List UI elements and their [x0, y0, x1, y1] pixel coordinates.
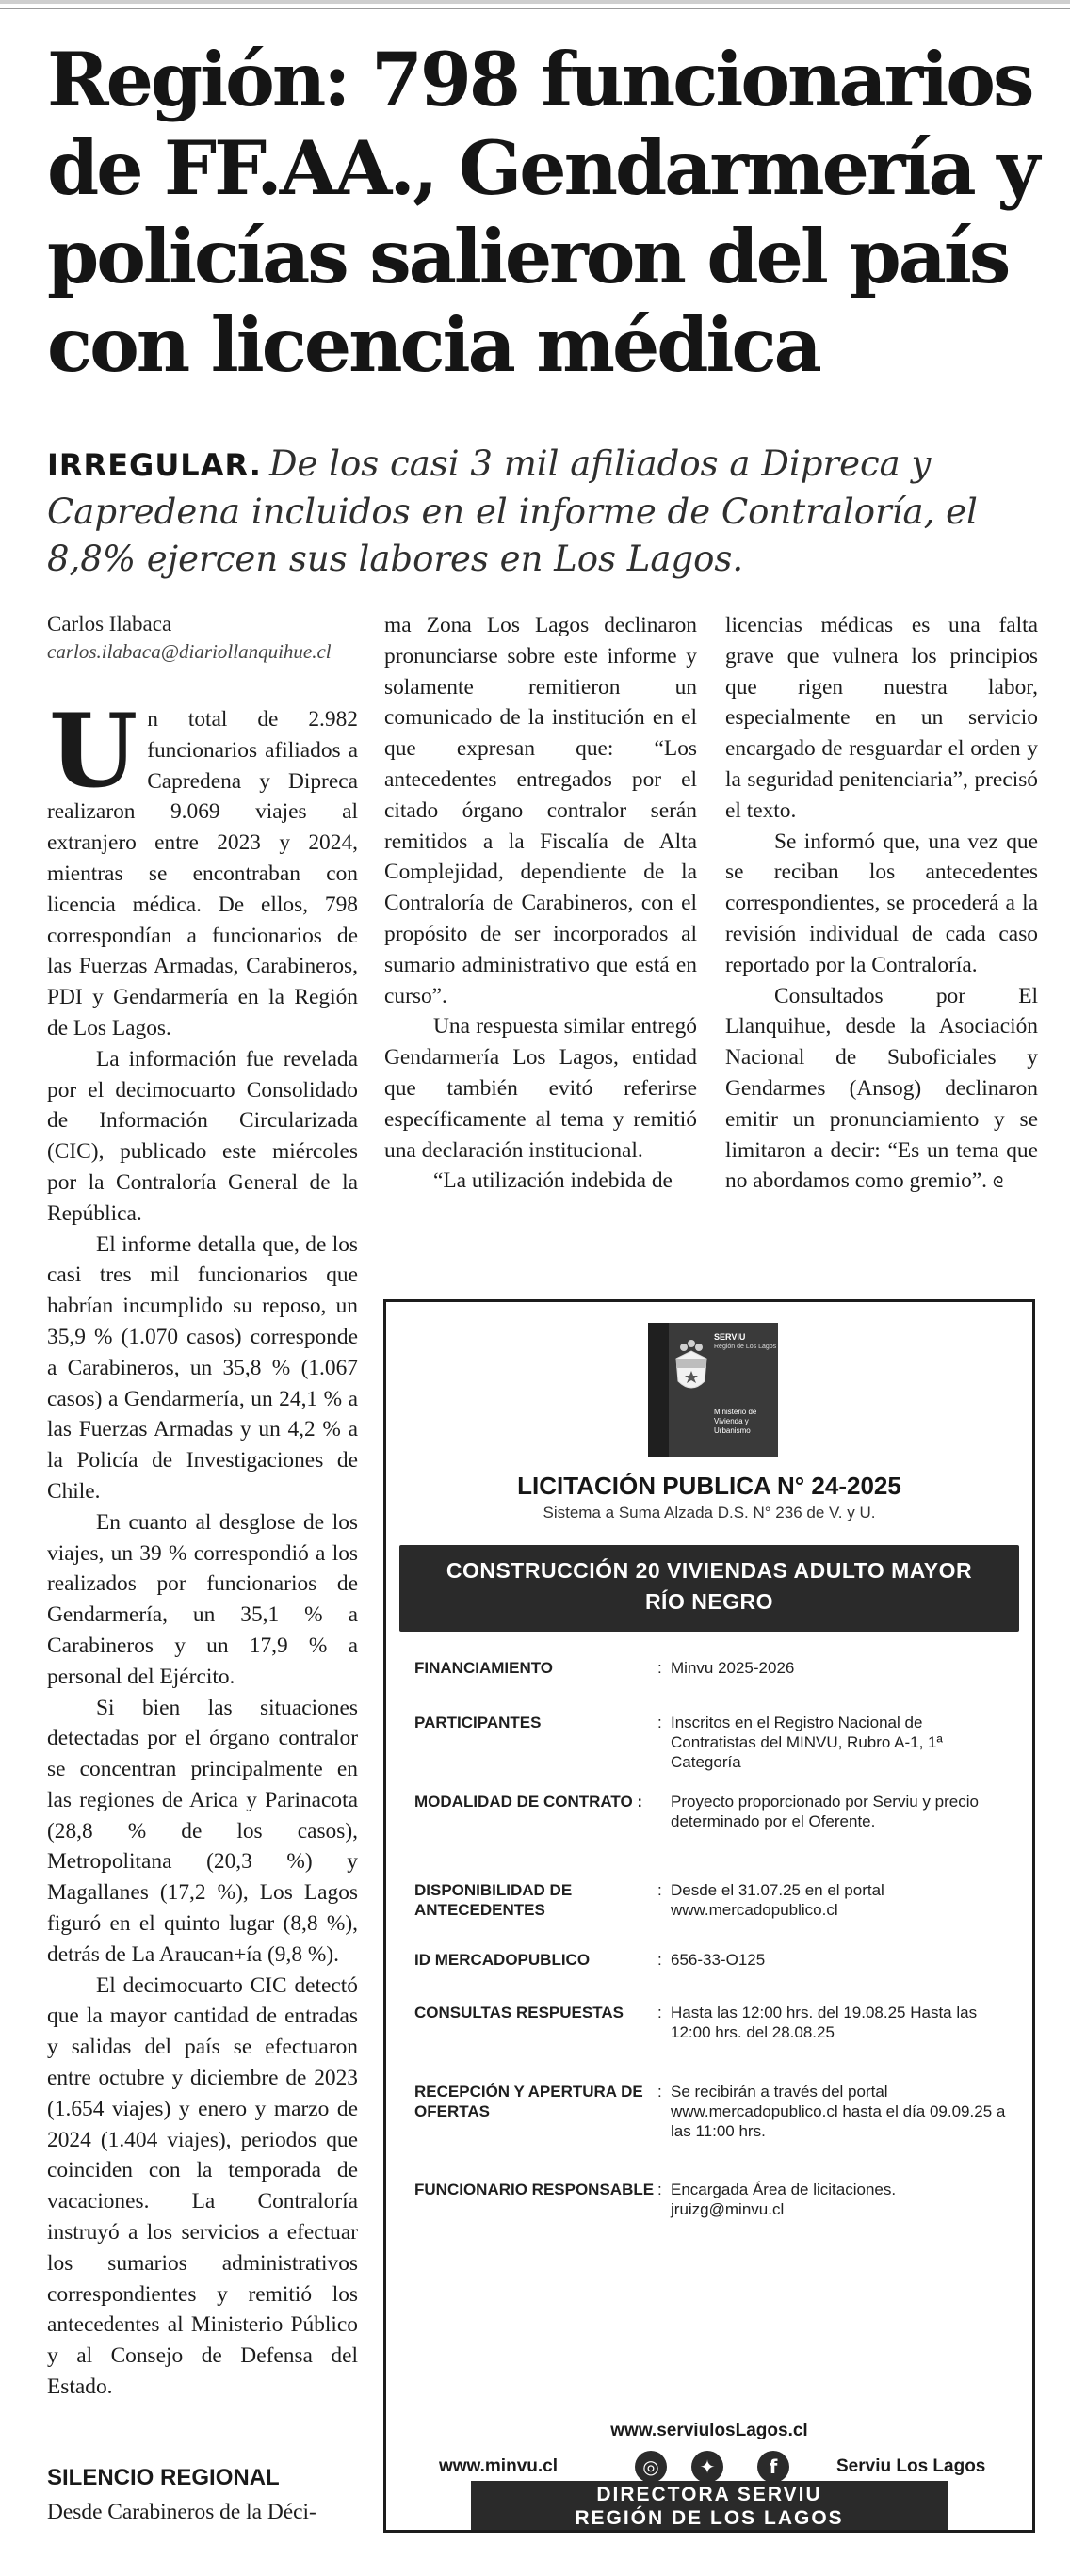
logo-text-ministry: Ministerio de Vivienda y Urbanismo: [714, 1408, 757, 1435]
tail-paragraph: Desde Carabineros de la Déci-: [47, 2500, 316, 2524]
detail-value: Proyecto proporcionado por Serviu y precio determinado por el Oferente.: [671, 1793, 979, 1830]
paragraph-10: licencias médicas es una falta grave que vulnera los principios que rigen nuestra labor, especialmente en un servicio encargado de resguardar el orden y la seguridad penitenciaria”, precisó el texto.: [725, 613, 1038, 823]
serviu-website-link[interactable]: www.serviulosLagos.cl: [610, 2421, 808, 2440]
paragraph-5: Si bien las situaciones detectadas por el órgano contralor se concentran principalmente en las regiones de Arica y Parinacota (28,8 % de los casos), Metropolitana (20,3 %) y Magallanes (17,2 %), Los Lagos figuró en el quinto lugar (8,8 %), detrás de La Araucan+ía (9,8 %).: [47, 1695, 358, 1967]
minvu-website-link[interactable]: www.minvu.cl: [439, 2456, 558, 2476]
article-column-2: [384, 610, 697, 1197]
project-name: CONSTRUCCIÓN 20 VIVIENDAS ADULTO MAYOR: [446, 1558, 973, 1583]
paragraph-6: El decimocuarto CIC detectó que la mayor cantidad de entradas y salidas del país se efectuaron entre octubre y diciembre de 2023 (1.654 viajes) y enero y marzo de 2024 (1.404 viajes), periodos que coinciden con la temporada de vacaciones. La Contraloría instruyó a los servicios a efectuar los sumarios administrativos correspondientes y remitió los antecedentes al Ministerio Público y al Consejo de Defensa del Estado.: [47, 1972, 358, 2400]
project-location: RÍO NEGRO: [644, 1589, 774, 1614]
serviu-logo: [648, 1323, 778, 1457]
top-rule: [0, 0, 1070, 4]
paragraph-3: El informe detalla que, de los casi tres mil funcionarios que habrían incumplido su reposo, un 35,9 % (1.070 casos) corresponde a Carabineros, un 35,8 % (1.067 casos) a Gendarmería, un 24,1 % a las Fuerzas Armadas y un 4,2 % a la Policía de Investigaciones de Chile.: [47, 1232, 358, 1504]
top-rule-thin: [0, 8, 1070, 9]
signature-title: DIRECTORA SERVIU: [596, 2484, 822, 2505]
byline-author: Carlos Ilabaca: [47, 612, 172, 636]
detail-label: MODALIDAD DE CONTRATO :: [414, 1793, 643, 1811]
instagram-icon[interactable]: ◎: [635, 2451, 667, 2483]
headline: Región: 798 funcionarios de FF.AA., Gendarmería y policías salieron del país con licencia médica: [47, 36, 1038, 389]
article-column-3: [725, 610, 1038, 1199]
subhead-silencio-regional: SILENCIO REGIONAL: [47, 2465, 280, 2490]
byline-email[interactable]: carlos.ilabaca@diariollanquihue.cl: [47, 640, 332, 663]
paragraph-8: Una respuesta similar entregó Gendarmería Los Lagos, entidad que también evitó referirse específicamente al tema y remitió una declaración institucional.: [384, 1014, 697, 1163]
logo-text-region: Región de Los Lagos: [714, 1344, 777, 1350]
drop-cap: U: [49, 692, 138, 811]
signature-band: [471, 2481, 948, 2530]
detail-value[interactable]: Encargada Área de licitaciones. jruizg@minvu.cl: [671, 2181, 897, 2218]
tender-subtitle: Sistema a Suma Alzada D.S. N° 236 de V. y U.: [543, 1504, 876, 1521]
paragraph-9: “La utilización indebida de: [433, 1168, 673, 1194]
twitter-icon[interactable]: ✦: [691, 2451, 723, 2483]
detail-value: Minvu 2025-2026: [671, 1659, 795, 1677]
dek-text: De los casi 3 mil afiliados a Dipreca y Capredena incluidos en el informe de Contraloría, el 8,8% ejercen sus labores en Los Lagos.: [47, 443, 978, 579]
detail-label: CONSULTAS RESPUESTAS: [414, 2004, 624, 2021]
facebook-icon[interactable]: f: [757, 2451, 789, 2483]
article-column-1: [47, 692, 358, 2403]
tender-title: LICITACIÓN PUBLICA N° 24-2025: [517, 1472, 901, 1500]
detail-label: FINANCIAMIENTO: [414, 1659, 554, 1677]
detail-label: DISPONIBILIDAD DE ANTECEDENTES: [414, 1881, 573, 1919]
paragraph-11: Se informó que, una vez que se reciban los antecedentes correspondientes, se procederá a la revisión individual de cada caso reportado por la Contraloría.: [725, 829, 1038, 977]
social-handle: Serviu Los Lagos: [836, 2456, 986, 2476]
end-mark-icon: ᘓ: [993, 1173, 1004, 1192]
dek-kicker: IRREGULAR.: [47, 447, 262, 483]
detail-value[interactable]: Desde el 31.07.25 en el portal www.mercadopublico.cl: [671, 1881, 884, 1919]
paragraph-2: La información fue revelada por el decimocuarto Consolidado de Información Circularizada (CIC), publicado este miércoles por la Contraloría General de la República.: [47, 1046, 358, 1226]
paragraph-12: Consultados por El Llanquihue, desde la Asociación Nacional de Suboficiales y Gendarmes (Ansog) declinaron emitir un pronunciamiento y se limitaron a decir: “Es un tema que no abordamos como gremio”. ᘓ: [725, 983, 1038, 1194]
tender-advertisement: SERVIU Región de Los Lagos Ministerio de Vivienda y Urbanismo LICITACIÓN PUBLICA N° 24-2025 Sistema a Suma Alzada D.S. N° 236 de V. y U. CONSTRUCCIÓN 20 VIVIENDAS ADULTO MAYOR RÍO NEGRO FINANCIAMIENTO : Minvu 2025-2026 PARTICIPANTES : Inscritos en el Registro Nacional de Contratistas del MINVU, Rubro A-1, 1ª Categoría MODALIDAD DE CONTRATO : Proyecto proporcionado por Serviu y precio determinado por el Oferente. DISPONIBILIDAD DE ANTECEDENTES : Desde el 31.07.25 en el portal www.mercadopublico.cl ID MERCADOPUBLICO : 656-33-O125 CONSULTAS RESPUESTAS : Hasta las 12:00 hrs. del 19.08.25 Hasta las 12:00 hrs. del 28.08.25 RECEPCIÓN Y APERTURA DE OFERTAS : Se recibirán a través del portal www.mercadopublico.cl hasta el día 09.09.25 a las 11:00 hrs. FUNCIONARIO RESPONSABLE : Encargada Área de licitaciones. jruizg@minvu.cl www.serviulosLagos.cl www.minvu.cl ◎ ✦ f Serviu Los Lagos DIRECTORA SERVIU REGIÓN DE LOS LAGOS: [383, 1299, 1035, 2533]
paragraph-4: En cuanto al desglose de los viajes, un 39 % correspondió a los realizados por funcionarios de Gendarmería, un 35,1 % a Carabineros y un 17,9 % a personal del Ejército.: [47, 1509, 358, 1689]
detail-label: RECEPCIÓN Y APERTURA DE OFERTAS: [414, 2083, 643, 2120]
detail-label: FUNCIONARIO RESPONSABLE: [414, 2181, 655, 2198]
detail-value: Hasta las 12:00 hrs. del 19.08.25 Hasta las 12:00 hrs. del 28.08.25: [671, 2004, 978, 2041]
logo-text-serviu: SERVIU: [714, 1332, 746, 1342]
paragraph-1: Un total de 2.982 funcionarios afiliados a Capredena y Dipreca realizaron 9.069 viajes al extranjero entre 2023 y 2024, mientras se encontraban con licencia médica. De ellos, 798 correspondían a funcionarios de las Fuerzas Armadas, Carabineros, PDI y Gendarmería en la Región de Los Lagos.: [47, 692, 358, 1040]
dek: [47, 441, 1046, 583]
detail-value: 656-33-O125: [671, 1951, 766, 1969]
detail-value: Inscritos en el Registro Nacional de Contratistas del MINVU, Rubro A-1, 1ª Categoría: [671, 1714, 943, 1771]
paragraph-7: ma Zona Los Lagos declinaron pronunciarse sobre este informe y solamente remitieron un comunicado de la institución en el que expresan que: “Los antecedentes entregados por el citado órgano contralor serán remitidos a la Fiscalía de Alta Complejidad, dependiente de la Contraloría de Carabineros, con el propósito de ser incorporados al sumario administrativo que está en curso”.: [384, 613, 697, 1008]
project-band: [399, 1545, 1019, 1632]
detail-label: PARTICIPANTES: [414, 1714, 542, 1731]
detail-value[interactable]: Se recibirán a través del portal www.mercadopublico.cl hasta el día 09.09.25 a las 11:00 hrs.: [671, 2083, 1006, 2140]
signature-region: REGIÓN DE LOS LAGOS: [575, 2507, 844, 2529]
detail-label: ID MERCADOPUBLICO: [414, 1951, 591, 1969]
